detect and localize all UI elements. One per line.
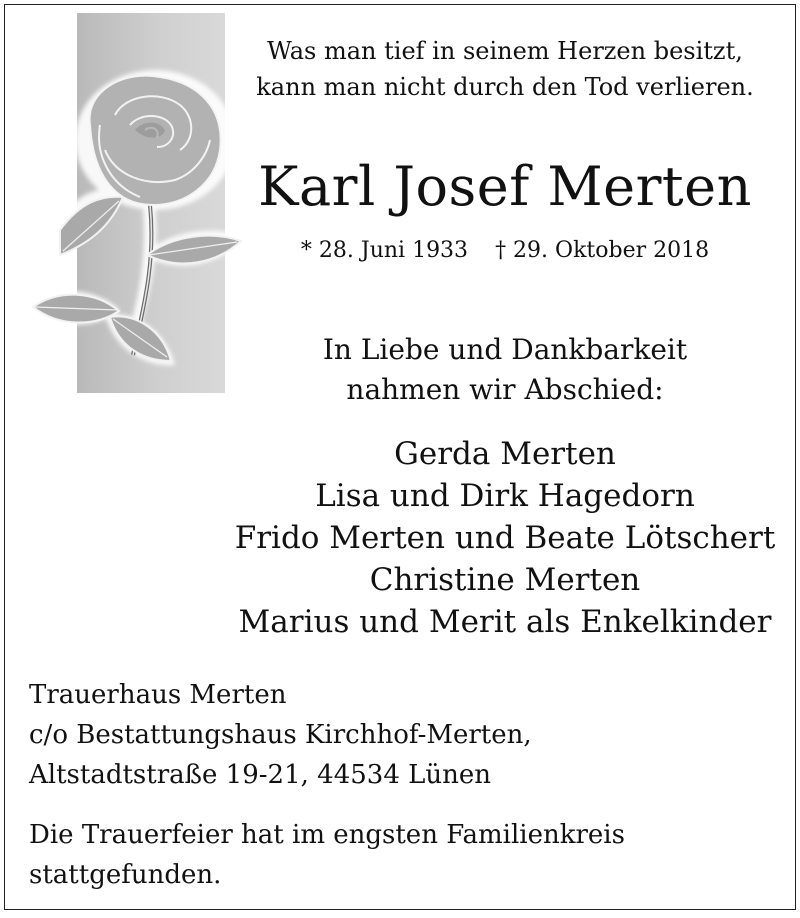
address-line: Altstadtstraße 19-21, 44534 Lünen [29,760,492,790]
motto-line: kann man nicht durch den Tod verlieren. [256,73,754,101]
note-line: Die Trauerfeier hat im engsten Familienkreis [29,820,625,850]
death-date: † 29. Oktober 2018 [495,238,710,263]
deceased-name: Karl Josef Merten [258,155,752,218]
funeral-note [29,815,769,895]
mourning-address [29,675,532,795]
family-member: Gerda Merten [394,436,616,472]
family-member: Lisa und Dirk Hagedorn [315,478,695,514]
birth-date: * 28. Juni 1933 [300,238,469,263]
address-line: Trauerhaus Merten [29,680,287,710]
family-member: Marius und Merit als Enkelkinder [238,604,772,640]
family-member: Frido Merten und Beate Lötschert [234,520,776,556]
family-list [225,433,785,643]
note-line: stattgefunden. [29,860,222,890]
motto [225,33,785,105]
life-dates [225,235,785,267]
obituary-notice [4,4,796,910]
family-member: Christine Merten [369,562,641,598]
intro-text [225,330,785,410]
intro-line: nahmen wir Abschied: [346,373,664,406]
motto-line: Was man tief in seinem Herzen besitzt, [267,37,743,65]
address-line: c/o Bestattungshaus Kirchhof-Merten, [29,720,532,750]
intro-line: In Liebe und Dankbarkeit [322,333,688,366]
